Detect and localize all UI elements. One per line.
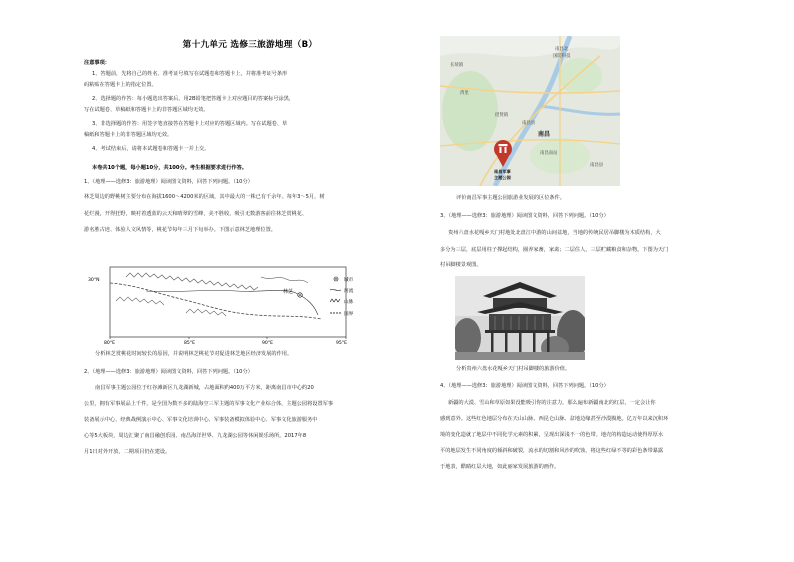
legend-city: 城市 [344,278,354,283]
lon-label: 95°E [336,341,348,346]
map-label: 南昌北 [555,47,569,52]
map-label: 南昌县 [522,121,536,126]
legend-river: 河流 [344,289,354,294]
q1-question: 分析林芝赏桃花时间较长的原因，并说明林芝桃花节对促进林芝地区经济发展的作用。 [95,351,293,357]
linzhi-location-map [86,243,386,347]
q1-line: 花烂漫，开得狂野，映衬着透蓝的云天和晴翠的雪峰，美不胜收，吸引无数游客前往林芝赏桃花、 [84,211,308,217]
map-label-city: 南昌 [538,131,551,138]
map-place-label: 林芝 [283,289,294,295]
map-label: 南昌县 [590,163,604,168]
nanchang-map [440,36,620,186]
q3-question: 分析贵州六盘水花嘎乡天门村吊脚楼的旅游价值。 [456,366,571,372]
map-label: 国防科技 [553,54,571,59]
notice-line: 4、考试结束后，请将本试题卷和答题卡一并上交。 [92,146,210,152]
notice-heading: 注意事项： [84,60,110,66]
q2-question: 评价南昌军事主题公园旅游业发展的区位条件。 [456,195,565,201]
q3-line: 3、（地理——选修3：旅游地理）阅读图文资料，回答下列问题。（10分） [440,213,609,219]
notice-line: 1、答题前，先将自己的姓名、准考证号填写在试题卷和答题卡上，并将准考证号条形 [92,71,288,77]
q2-line: 南昌军事主题公园位于红谷滩新区九龙湖新城，占地面积约400万平方米，距离南昌市中心约20 [95,385,314,391]
map-label: 招贤镇 [495,113,509,118]
instruction: 本卷共10个题，每小题10分，共100分。考生根据要求进行作答。 [92,165,247,171]
park-label: 主题公园 [494,175,511,180]
page-title: 第十九单元 选修三旅游地理（B） [182,40,318,50]
q3-line: 村吊脚楼景观图。 [440,262,482,268]
q2-line: 2、（地理——选修3：旅游地理）阅读图文资料，回答下列问题。（10分） [84,369,253,375]
q3-line: 多分为三层，底层用柱子撑起结构，圈养家畜，家禽；二层住人，三层贮藏粮食和杂物。下图为天门 [440,247,669,253]
lon-label: 80°E [104,341,116,346]
notice-line: 写在试题卷、草稿纸和答题卡上的非答题区域均无效。 [84,107,209,113]
notice-line: 3、非选择题的作答：用签字笔直接答在答题卡上对应的答题区域内。写在试题卷、草 [92,121,288,127]
notice-line: 码粘贴在答题卡上的指定位置。 [84,82,157,88]
q4-line: 感到意外。这些红色地层分布在天山山脉、西昆仑山脉、盆地边缘甚至沙漠腹地。亿万年以来沉积环 [440,416,669,422]
q1-line: 游名胜古迹、体验人文风情等，桃花节每年三月下旬举办。下图示意林芝地理位置。 [84,227,276,233]
map-label: 湾里 [460,91,469,96]
legend-border: 国界 [344,312,354,317]
q1-line: 1、（地理——选修3：旅游地理）阅读图文资料，回答下列问题。（10分） [84,179,253,185]
q2-line: 公里，拥有军事展品上千件，是全国为数不多的陆海空三军主题的军事文化产业综合体，主题公园将设置军事 [84,401,334,407]
q4-line: 4、（地理——选修3：旅游地理）阅读图文资料，回答下列问题。（10分） [440,383,609,389]
q4-line: 平的地层发生不同角度的倾斜和破裂，流水的切割和风沙的吹蚀，将这些红绿不等的彩色条带暴露 [440,448,664,454]
q1-line: 林芝周边的野桃树主要分布在海拔1600～4200米的区域，其中最大的一株已有千余年。每年3～5月，树 [84,194,325,200]
lon-label: 90°E [262,341,274,346]
notice-line: 稿纸和答题卡上的非答题区域均无效。 [84,132,173,138]
legend-mountain: 山脉 [344,300,354,305]
map-label: 长堎镇 [450,63,464,68]
lat-label: 30°N [88,278,100,283]
q4-line: 于地表，酷睛红层大地，如此丽家发展旅游的画作。 [440,464,560,470]
q2-line: 装备展示中心、经典战例演示中心、军事文化培训中心、军事装备模拟体验中心、军事文化旅游服务中 [84,417,318,423]
stilt-house-photo [455,276,585,360]
q4-line: 新疆的大漠、雪山和草原如果没能吸引你的注意力，那么遍布新疆南北的红层，一定会让你 [448,400,656,406]
notice-line: 2、选择题的作答：每小题选出答案后，用2B铅笔把答题卡上对应题目的答案标号涂黑， [92,96,295,102]
lon-label: 85°E [184,341,196,346]
park-label: 南昌军事 [494,169,511,174]
map-label: 南昌南站 [540,151,558,156]
q2-line: 月1日对外开放，二期项目仍在建设。 [84,449,171,455]
q4-line: 境的变化造就了地层中不同化学元素的积累，呈现出深浅不一的色带。地壳的构造运动使得厚厚水 [440,432,664,438]
q3-line: 贵州六盘水花嘎乡天门村地处北盘江中游的山间盆地，当地的传统民居吊脚楼为木质结构，大 [448,230,661,236]
q2-line: 心等5大板块，周边汇聚了南昌融创乐园、南昌海洋世界、九龙湖公园等休闲娱乐场所。2017年8 [84,433,307,439]
